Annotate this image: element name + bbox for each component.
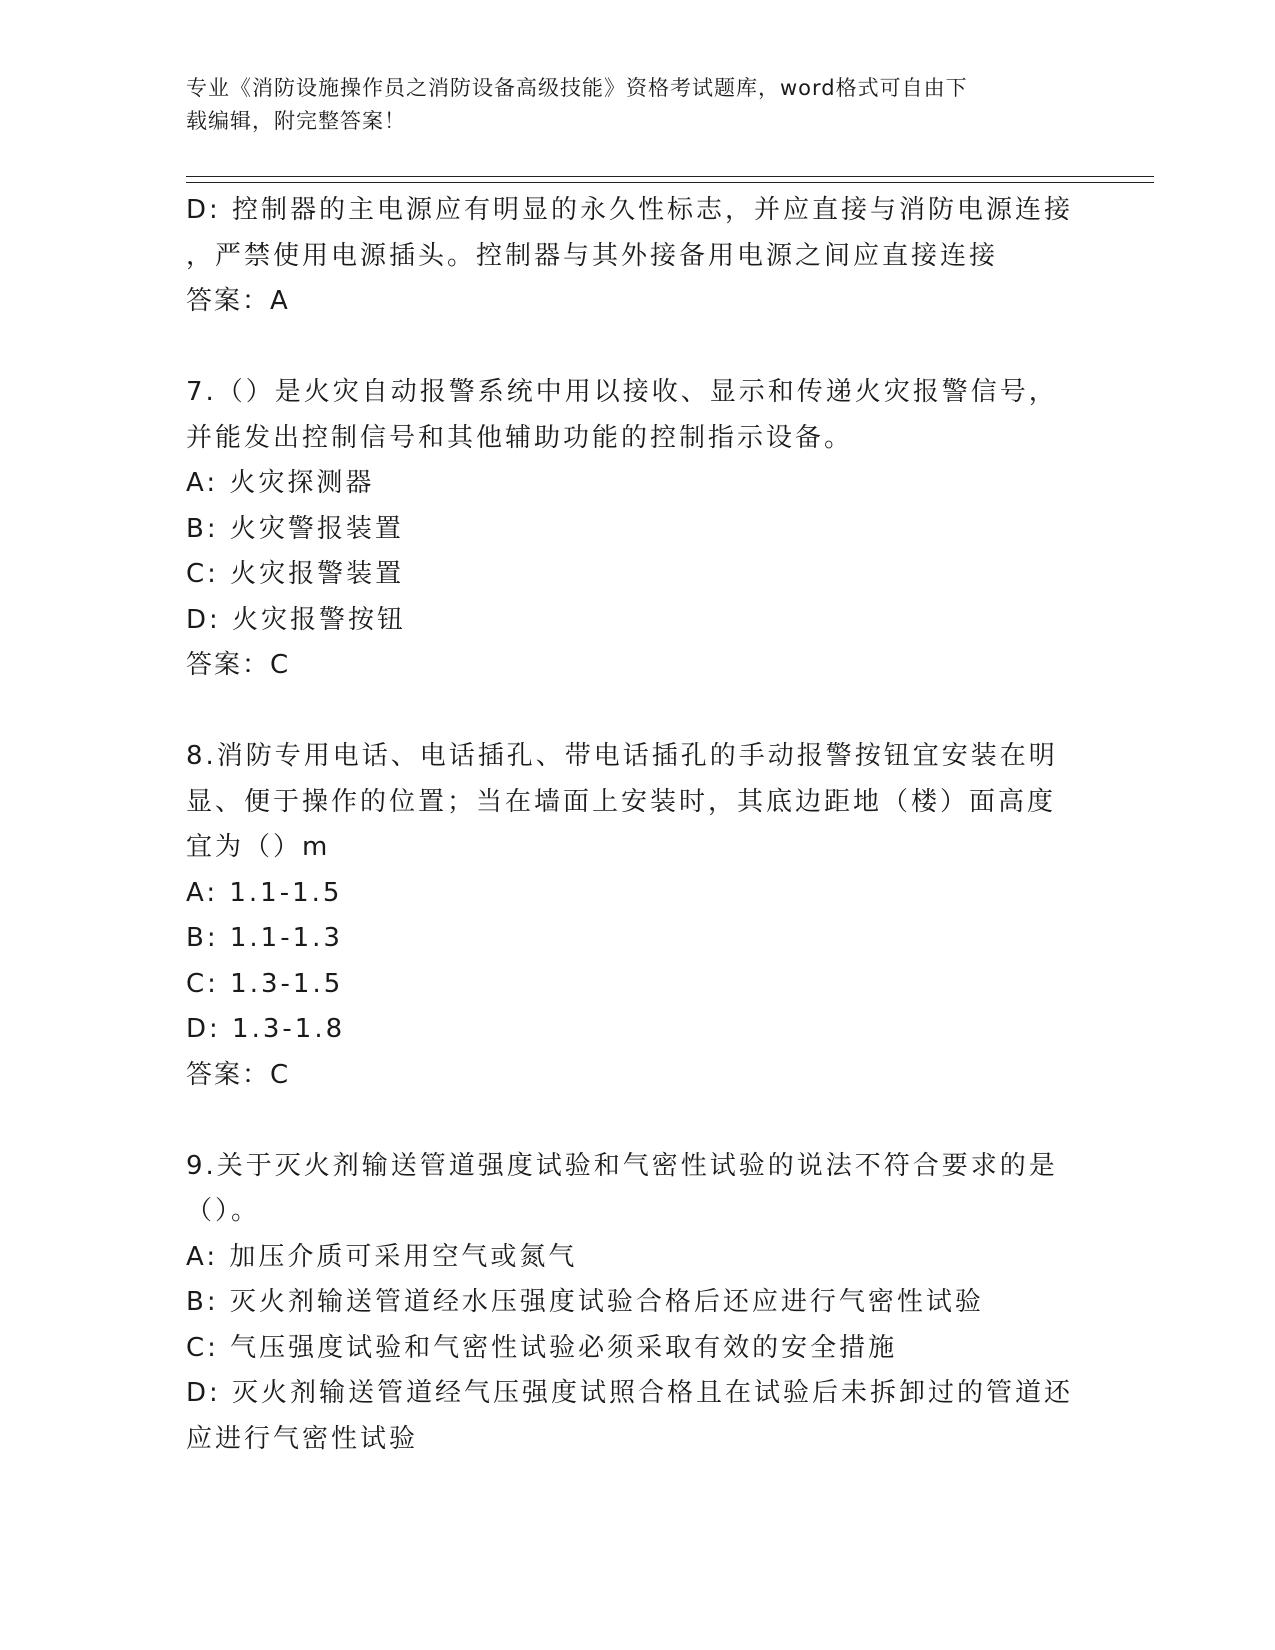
header-line-1: 专业《消防设施操作员之消防设备高级技能》资格考试题库，word格式可自由下: [186, 76, 968, 100]
option-a: A: 火灾探测器: [186, 468, 375, 498]
answer-label: 答案：A: [186, 286, 290, 316]
option-c: C: 1.3-1.5: [186, 968, 344, 999]
header-line-2: 载编辑，附完整答案！: [186, 109, 406, 133]
page-header: [186, 72, 1076, 138]
question-content: [186, 188, 1086, 1462]
option-d: D: 1.3-1.8: [186, 1014, 346, 1044]
option-a: A: 1.1-1.5: [186, 877, 343, 908]
option-b: B: 灭火剂输送管道经水压强度试验合格后还应进行气密性试验: [186, 1287, 984, 1317]
question-9: [186, 1144, 1086, 1463]
spacer: [186, 325, 1086, 371]
answer-label: 答案：C: [186, 650, 291, 680]
option-a: A: 加压介质可采用空气或氮气: [186, 1241, 578, 1272]
question-stem: 宜为（）m: [186, 832, 331, 862]
option-b: B: 火灾警报装置: [186, 513, 404, 544]
option-d-continued: ，严禁使用电源插头。控制器与其外接备用电源之间应直接连接: [186, 240, 999, 271]
question-stem: 9.关于灭火剂输送管道强度试验和气密性试验的说法不符合要求的是: [186, 1150, 1058, 1181]
spacer: [186, 689, 1086, 735]
option-b: B: 1.1-1.3: [186, 923, 343, 953]
spacer: [186, 1098, 1086, 1144]
header-rule-bottom: [186, 182, 1154, 183]
option-d: D: 灭火剂输送管道经气压强度试照合格且在试验后未拆卸过的管道还: [186, 1378, 1074, 1408]
prev-question-block: [186, 188, 1086, 325]
option-c: C: 火灾报警装置: [186, 559, 405, 589]
option-d-continued: 应进行气密性试验: [186, 1423, 419, 1454]
question-7: [186, 370, 1086, 689]
option-c: C: 气压强度试验和气密性试验必须采取有效的安全措施: [186, 1332, 898, 1363]
question-stem: 并能发出控制信号和其他辅助功能的控制指示设备。: [186, 422, 854, 453]
answer-label: 答案：C: [186, 1059, 291, 1090]
question-8: [186, 734, 1086, 1098]
option-d: D: 火灾报警按钮: [186, 604, 407, 635]
header-rule-top: [186, 176, 1154, 177]
option-d: D: 控制器的主电源应有明显的永久性标志，并应直接与消防电源连接: [186, 195, 1074, 225]
question-stem: 8.消防专用电话、电话插孔、带电话插孔的手动报警按钮宜安装在明: [186, 741, 1058, 771]
question-stem: （）。: [186, 1196, 261, 1226]
question-stem: 显、便于操作的位置；当在墙面上安装时，其底边距地（楼）面高度: [186, 786, 1057, 817]
question-stem: 7.（）是火灾自动报警系统中用以接收、显示和传递火灾报警信号，: [186, 377, 1058, 407]
